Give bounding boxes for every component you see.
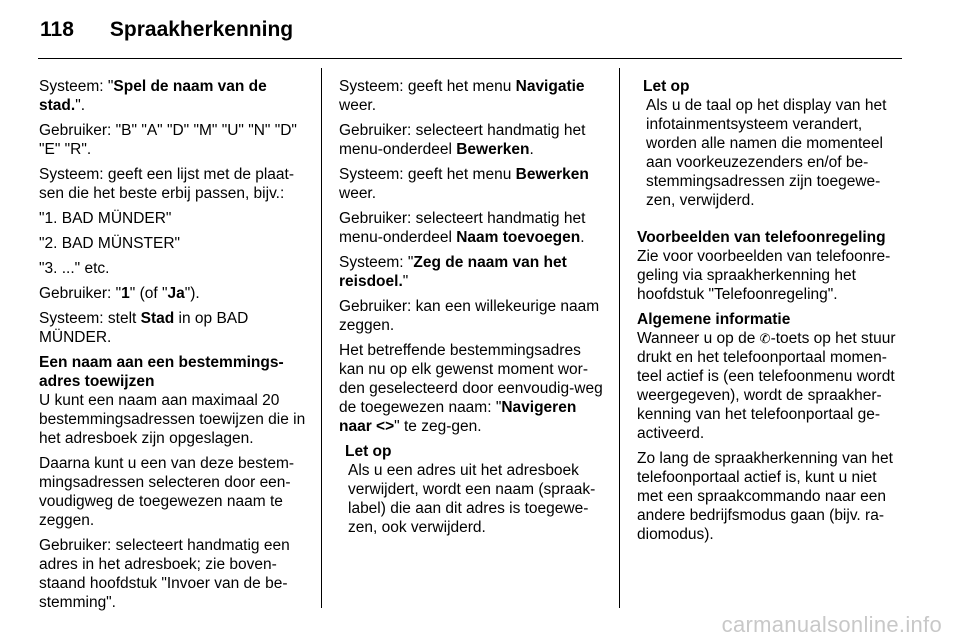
paragraph: Gebruiker: selecteert handmatig het menu-onderdeel Naam toevoegen. [339,210,586,246]
page-number: 118 [40,18,74,41]
paragraph: Zo lang de spraakherkenning van het telefoonportaal actief is, kunt u niet met een spraakcommando naar een andere bedrijfsmodus gaan (bijv. ra-diomodus). [637,450,893,543]
paragraph: Systeem: "Spel de naam van de stad.". [39,78,267,114]
paragraph: Systeem: geeft het menu Bewerken weer. [339,166,589,202]
paragraph: U kunt een naam aan maximaal 20 bestemmingsadressen toewijzen die in het adresboek zijn opgeslagen. [39,392,306,447]
paragraph: Daarna kunt u een van deze bestem-mingsadressen selecteren door een-voudigweg de toegewezen naam te zeggen. [39,455,295,529]
column-divider-1 [321,68,322,608]
column-2 [339,77,607,543]
page-header [40,18,293,52]
paragraph: Gebruiker: selecteert handmatig het menu-onderdeel Bewerken. [339,122,586,158]
column-1 [39,77,307,618]
paragraph: Systeem: geeft het menu Navigatie weer. [339,78,585,114]
paragraph: Systeem: geeft een lijst met de plaat-sen die het beste erbij passen, bijv.: [39,166,295,202]
page-title: Spraakherkenning [109,18,294,41]
section-heading: Algemene informatie [637,311,791,328]
note-body: Als u een adres uit het adresboek verwijdert, wordt een naam (spraak-label) die aan dit adres is toegewe-zen, ook verwijderd. [348,462,596,536]
note-title: Let op [345,443,392,460]
paragraph: Gebruiker: kan een willekeurige naam zeggen. [339,298,600,334]
note-body: Als u de taal op het display van het infotainmentsysteem verandert, worden alle namen die momenteel aan voorkeuzezenders en/of be-stemmingsadressen zijn toegewe-zen, verwijderd. [646,97,887,209]
section-heading: Een naam aan een bestemmings-adres toewijzen [39,354,284,390]
paragraph: Gebruiker: "B" "A" "D" "M" "U" "N" "D" "E" "R". [39,122,297,158]
paragraph: Systeem: "Zeg de naam van het reisdoel." [339,254,567,290]
list-item: "1. BAD MÜNDER" [39,210,172,227]
list-item: "3. ..." etc. [39,260,110,277]
paragraph: Het betreffende bestemmingsadres kan nu op elk gewenst moment wor-den geselecteerd door eenvoudig-weg de toegewezen naam: "Navigeren naar <>" te zeg-gen. [339,342,603,435]
column-3 [637,77,905,550]
watermark: carmanualsonline.info [721,612,942,637]
column-divider-2 [619,68,620,608]
paragraph: Wanneer u op de ✆-toets op het stuur drukt en het telefoonportaal momen-teel actief is (een telefoonmenu wordt weergegeven), wordt de spraakher-kenning van het telefoonportaal ge-activeerd. [637,330,896,442]
phone-steering-icon: ✆ [759,331,771,346]
list-item: "2. BAD MÜNSTER" [39,235,181,252]
paragraph: Gebruiker: "1" (of "Ja"). [39,285,200,302]
paragraph: Systeem: stelt Stad in op BAD MÜNDER. [39,310,249,346]
paragraph: Gebruiker: selecteert handmatig een adres in het adresboek; zie boven-staand hoofdstuk "Invoer van de be-stemming". [39,537,290,611]
header-divider [38,58,902,59]
paragraph: Zie voor voorbeelden van telefoonre-geling via spraakherkenning het hoofdstuk "Telefoonregeling". [637,248,891,303]
note-title: Let op [643,78,690,95]
section-heading: Voorbeelden van telefoonregeling [637,229,886,246]
